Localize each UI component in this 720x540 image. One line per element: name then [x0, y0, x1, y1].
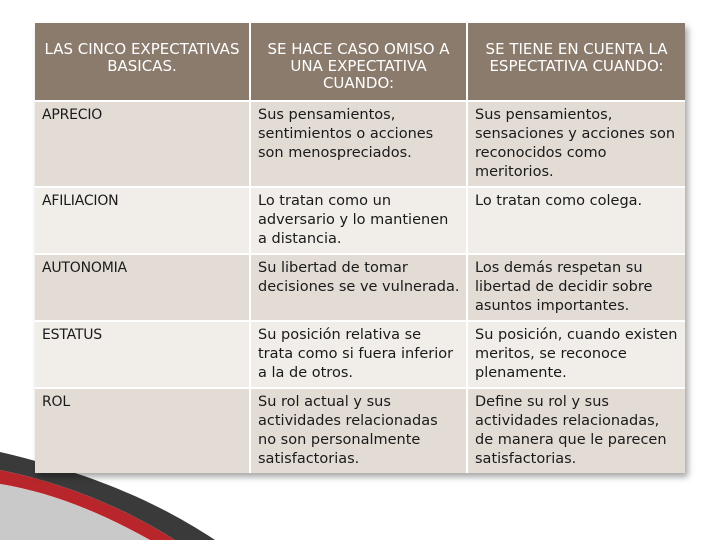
table-row: [35, 320, 685, 387]
table-row: [35, 253, 685, 320]
row-expectativa-cell: ESTATUS: [35, 320, 251, 387]
row-omiso-cell: Lo tratan como un adversario y lo mantienen a distancia.: [251, 186, 468, 253]
row-cuenta-cell: Su posición, cuando existen meritos, se reconoce plenamente.: [468, 320, 685, 387]
row-expectativa-cell: ROL: [35, 387, 251, 473]
header-expectativas: LAS CINCO EXPECTATIVAS BASICAS.: [35, 23, 251, 100]
row-cuenta-cell: Los demás respetan su libertad de decidir sobre asuntos importantes.: [468, 253, 685, 320]
expectations-table: [35, 23, 685, 473]
row-expectativa-cell: APRECIO: [35, 100, 251, 186]
row-omiso-cell: Sus pensamientos, sentimientos o acciones son menospreciados.: [251, 100, 468, 186]
row-omiso-cell: Su rol actual y sus actividades relacionadas no son personalmente satisfactorias.: [251, 387, 468, 473]
row-omiso-cell: Su posición relativa se trata como si fuera inferior a la de otros.: [251, 320, 468, 387]
row-expectativa-cell: AUTONOMIA: [35, 253, 251, 320]
table-row: [35, 186, 685, 253]
table-row: [35, 100, 685, 186]
table-row: [35, 387, 685, 473]
row-cuenta-cell: Sus pensamientos, sensaciones y acciones son reconocidos como meritorios.: [468, 100, 685, 186]
header-en-cuenta: SE TIENE EN CUENTA LA ESPECTATIVA CUANDO:: [468, 23, 685, 100]
expectations-table-container: [35, 23, 685, 473]
table-header-row: [35, 23, 685, 100]
row-cuenta-cell: Lo tratan como colega.: [468, 186, 685, 253]
row-omiso-cell: Su libertad de tomar decisiones se ve vulnerada.: [251, 253, 468, 320]
row-cuenta-cell: Define su rol y sus actividades relacionadas, de manera que le parecen satisfactorias.: [468, 387, 685, 473]
row-expectativa-cell: AFILIACION: [35, 186, 251, 253]
header-caso-omiso: SE HACE CASO OMISO A UNA EXPECTATIVA CUANDO:: [251, 23, 468, 100]
